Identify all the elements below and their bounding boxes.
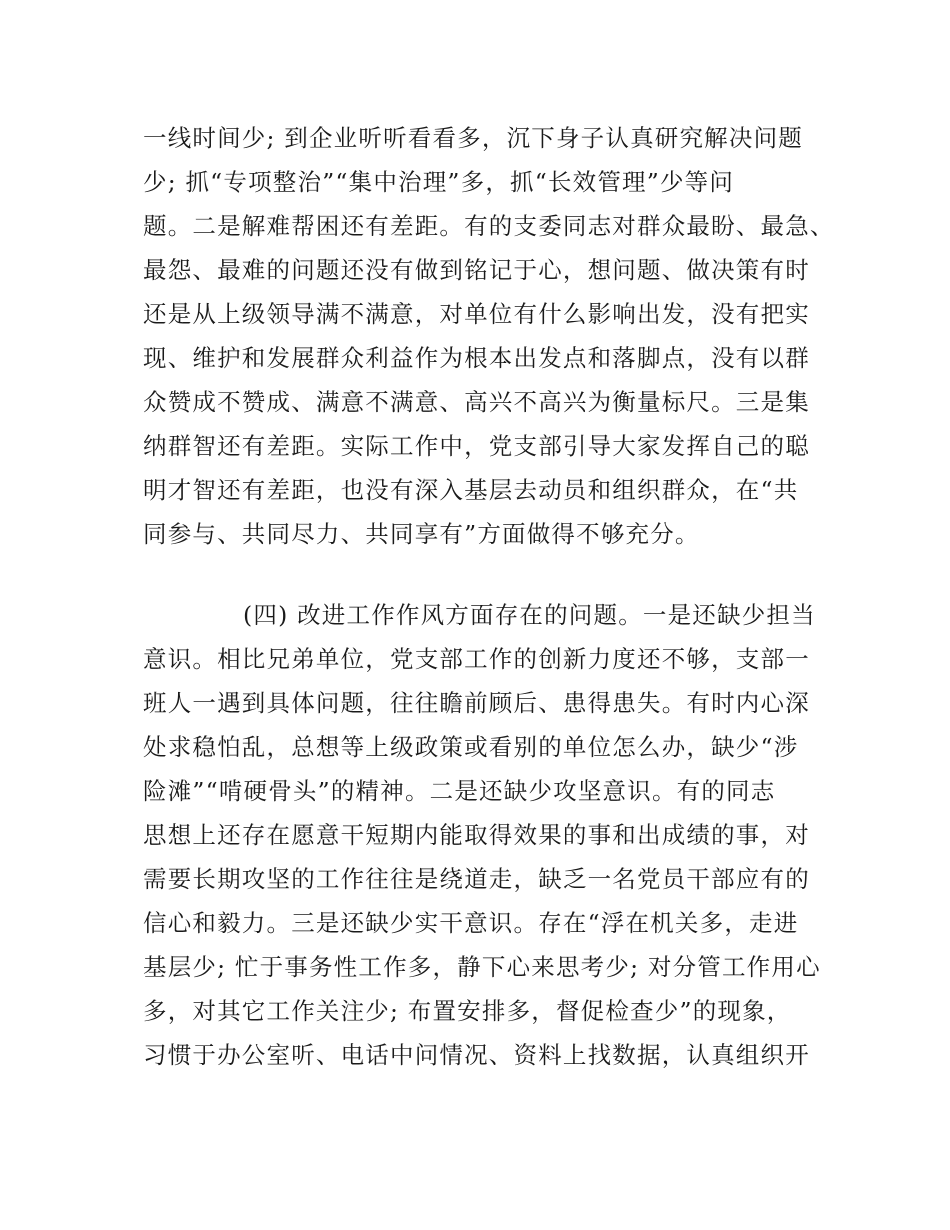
paragraph-2-line-4: 处求稳怕乱，总想等上级政策或看别的单位怎么办，缺少“涉 (143, 733, 799, 761)
paragraph-1-line-1: 一线时间少; 到企业听听看看多，沉下身子认真研究解决问题 (143, 124, 803, 152)
paragraph-2-line-7: 需要长期攻坚的工作往往是绕道走，缺乏一名党员干部应有的 (143, 865, 810, 893)
paragraph-2-line-1: (四) 改进工作作风方面存在的问题。一是还缺少担当 (243, 601, 816, 629)
paragraph-2-line-9: 基层少; 忙于事务性工作多，静下心来思考少; 对分管工作用心 (143, 953, 821, 981)
paragraph-2-line-11: 习惯于办公室听、电话中问情况、资料上找数据，认真组织开 (143, 1041, 810, 1069)
paragraph-1-line-6: 现、维护和发展群众利益作为根本出发点和落脚点，没有以群 (143, 344, 810, 372)
paragraph-1-line-9: 明才智还有差距，也没有深入基层去动员和组织群众，在“共 (143, 476, 799, 504)
paragraph-1-line-4: 最怨、最难的问题还没有做到铭记于心，想问题、做决策有时 (143, 256, 810, 284)
paragraph-2-line-6: 思想上还存在愿意干短期内能取得效果的事和出成绩的事，对 (143, 821, 810, 849)
paragraph-2-line-2: 意识。相比兄弟单位，党支部工作的创新力度还不够，支部一 (143, 645, 810, 673)
paragraph-1-line-8: 纳群智还有差距。实际工作中，党支部引导大家发挥自己的聪 (143, 432, 810, 460)
paragraph-2-line-5: 险滩”“啃硬骨头”的精神。二是还缺少攻坚意识。有的同志 (143, 777, 776, 805)
paragraph-1-line-10: 同参与、共同尽力、共同享有”方面做得不够充分。 (143, 520, 700, 548)
paragraph-2-line-10: 多，对其它工作关注少; 布置安排多，督促检查少”的现象， (143, 997, 792, 1025)
paragraph-1-line-7: 众赞成不赞成、满意不满意、高兴不高兴为衡量标尺。三是集 (143, 388, 810, 416)
paragraph-1-line-3: 题。二是解难帮困还有差距。有的支委同志对群众最盼、最急、 (143, 212, 835, 240)
paragraph-1-line-2: 少; 抓“专项整治”“集中治理”多，抓“长效管理”少等问 (143, 168, 735, 196)
paragraph-1-line-5: 还是从上级领导满不满意，对单位有什么影响出发，没有把实 (143, 300, 810, 328)
paragraph-2-line-8: 信心和毅力。三是还缺少实干意识。存在“浮在机关多，走进 (143, 909, 799, 937)
paragraph-2-line-3: 班人一遇到具体问题，往往瞻前顾后、患得患失。有时内心深 (143, 689, 810, 717)
